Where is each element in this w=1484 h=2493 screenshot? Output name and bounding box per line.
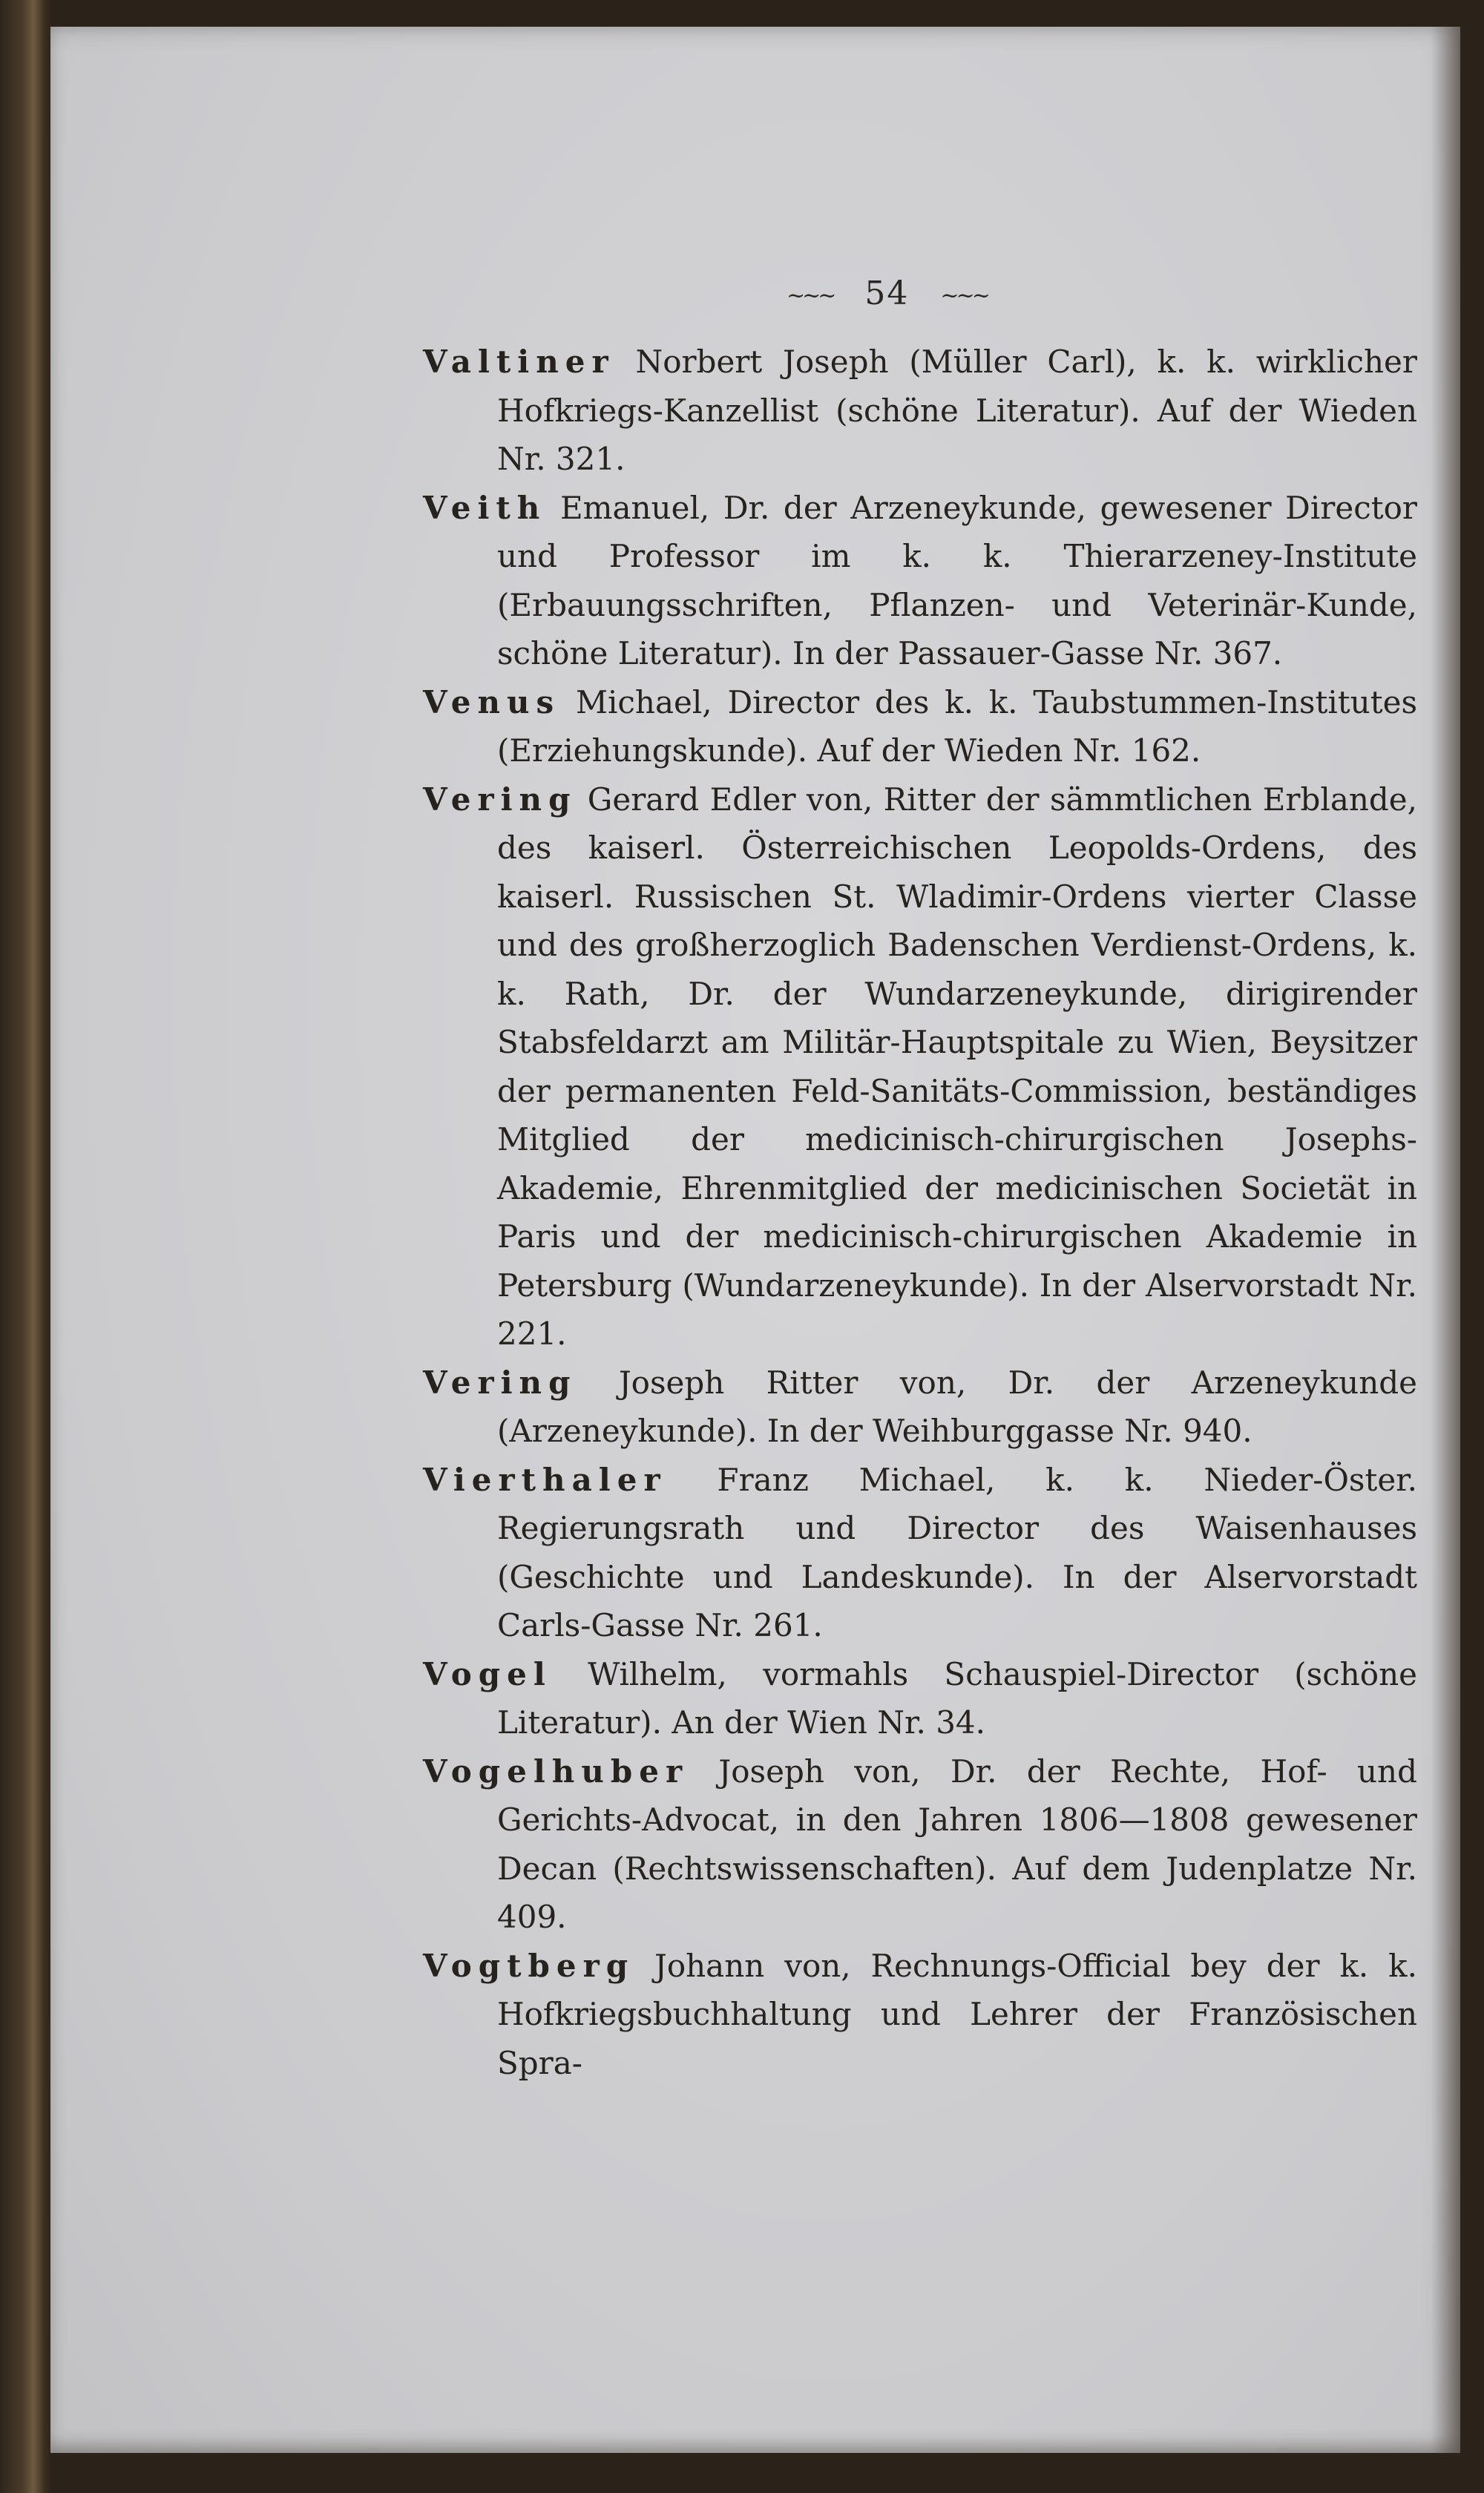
entry-venus [423, 678, 1417, 775]
entry-text: Gerard Edler von, Ritter der sämmtlichen Erblande, des kaiserl. Österreichischen Leopolds-Ordens, des kaiserl. Russischen St. Wladimir-Ordens vierter Classe und des großherzoglich Badenschen Verdienst-Ordens, k. k. Rath, Dr. der Wundarzeneykunde, dirigirender Stabsfeldarzt am Militär-Hauptspitale zu Wien, Beysitzer der permanenten Feld-Sanitäts-Commission, beständiges Mitglied der medicinisch-chirurgischen Josephs-Akademie, Ehrenmitglied der medicinischen Societät in Paris und der medicinisch-chirurgischen Akademie in Petersburg (Wundarzeneykunde). In der Alservorstadt Nr. 221. [497, 781, 1417, 1352]
page-header [787, 275, 988, 312]
entry-name: Venus [423, 683, 561, 720]
header-ornament-right: ~~~ [940, 283, 988, 309]
entry-list [423, 338, 1417, 2087]
entry-name: Vering [423, 1364, 577, 1401]
entry-name: Veith [423, 489, 547, 526]
entry-text: Emanuel, Dr. der Arzeneykunde, gewesener Director und Professor im k. k. Thierarzeney-Institute (Erbauungsschriften, Pflanzen- und Veterinär-Kunde, schöne Literatur). In der Passauer-Gasse Nr. 367. [497, 489, 1417, 671]
entry-vering-joseph [423, 1359, 1417, 1456]
entry-text: Joseph von, Dr. der Rechte, Hof- und Gerichts-Advocat, in den Jahren 1806—1808 gewesener Decan (Rechtswissenschaften). Auf dem Judenplatze Nr. 409. [497, 1753, 1417, 1935]
entry-name: Valtiner [423, 344, 615, 380]
page-number: 54 [864, 275, 910, 312]
entry-name: Vering [423, 781, 577, 818]
entry-text: Norbert Joseph (Müller Carl), k. k. wirklicher Hofkriegs-Kanzellist (schöne Literatur). Auf der Wieden Nr. 321. [497, 344, 1417, 477]
entry-veith [423, 484, 1417, 678]
entry-valtiner [423, 338, 1417, 484]
entry-name: Vogel [423, 1655, 552, 1692]
entry-vogel [423, 1650, 1417, 1747]
header-ornament-left: ~~~ [787, 283, 834, 309]
entry-vering-gerard [423, 775, 1417, 1359]
page-shadow-edge [1431, 27, 1460, 2453]
entry-text: Johann von, Rechnungs-Official bey der k. k. Hofkriegsbuchhaltung und Lehrer der Französischen Spra- [497, 1947, 1417, 2081]
entry-name: Vogtberg [423, 1947, 635, 1984]
entry-text: Franz Michael, k. k. Nieder-Öster. Regierungsrath und Director des Waisenhauses (Geschichte und Landeskunde). In der Alservorstadt Carls-Gasse Nr. 261. [497, 1461, 1417, 1643]
entry-vierthaler [423, 1456, 1417, 1650]
entry-text: Joseph Ritter von, Dr. der Arzeneykunde (Arzeneykunde). In der Weihburggasse Nr. 940. [497, 1364, 1417, 1449]
entry-text: Wilhelm, vormahls Schauspiel-Director (schöne Literatur). An der Wien Nr. 34. [497, 1655, 1417, 1741]
entry-vogelhuber [423, 1747, 1417, 1942]
entry-name: Vogelhuber [423, 1753, 689, 1790]
entry-vogtberg [423, 1942, 1417, 2088]
entry-text: Michael, Director des k. k. Taubstummen-Institutes (Erziehungskunde). Auf der Wieden Nr. 162. [497, 683, 1417, 769]
entry-name: Vierthaler [423, 1461, 667, 1498]
